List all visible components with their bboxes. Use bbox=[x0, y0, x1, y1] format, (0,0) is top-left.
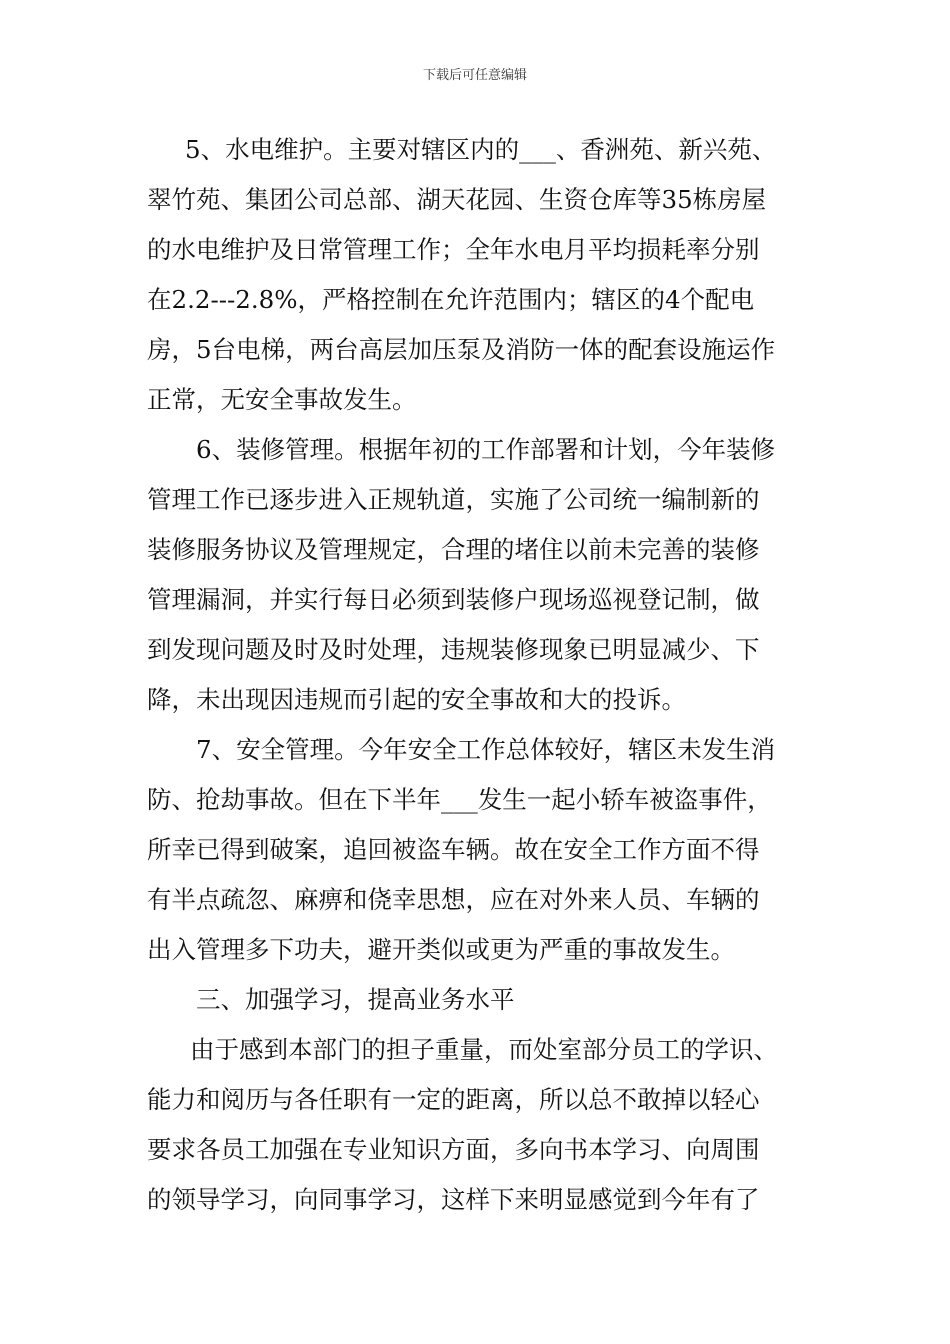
paragraph-line: 6、装修管理。根据年初的工作部署和计划，今年装修 bbox=[196, 435, 776, 464]
paragraph-line: 5、水电维护。主要对辖区内的___、香洲苑、新兴苑、 bbox=[185, 135, 777, 164]
paragraph-line: 出入管理多下功夫，避开类似或更为严重的事故发生。 bbox=[147, 935, 735, 964]
paragraph-line: 所幸已得到破案，追回被盗车辆。故在安全工作方面不得 bbox=[147, 835, 760, 864]
paragraph-line: 7、安全管理。今年安全工作总体较好，辖区未发生消 bbox=[196, 735, 776, 764]
paragraph-line: 降，未出现因违规而引起的安全事故和大的投诉。 bbox=[147, 685, 686, 714]
paragraph-line: 翠竹苑、集团公司总部、湖天花园、生资仓库等35栋房屋 bbox=[147, 185, 767, 214]
paragraph-line: 装修服务协议及管理规定，合理的堵住以前未完善的装修 bbox=[147, 535, 760, 564]
paragraph-line: 防、抢劫事故。但在下半年___发生一起小轿车被盗事件， bbox=[147, 785, 772, 814]
paragraph-line: 能力和阅历与各任职有一定的距离，所以总不敢掉以轻心 bbox=[147, 1085, 760, 1114]
page-header: 下载后可任意编辑 bbox=[422, 68, 527, 83]
paragraph-line: 到发现问题及时及时处理，违规装修现象已明显减少、下 bbox=[147, 635, 760, 664]
paragraph-line: 有半点疏忽、麻痹和侥幸思想，应在对外来人员、车辆的 bbox=[147, 885, 760, 914]
paragraph-line: 的水电维护及日常管理工作；全年水电月平均损耗率分别 bbox=[147, 235, 760, 264]
paragraph-line: 管理漏洞，并实行每日必须到装修户现场巡视登记制，做 bbox=[147, 585, 760, 614]
paragraph-line: 要求各员工加强在专业知识方面，多向书本学习、向周围 bbox=[147, 1135, 760, 1164]
paragraph-line: 正常，无安全事故发生。 bbox=[147, 385, 417, 414]
paragraph-line: 房，5台电梯，两台高层加压泵及消防一体的配套设施运作 bbox=[147, 335, 776, 364]
paragraph-line: 由于感到本部门的担子重量，而处室部分员工的学识、 bbox=[190, 1035, 778, 1064]
paragraph-line: 管理工作已逐步进入正规轨道，实施了公司统一编制新的 bbox=[147, 485, 760, 514]
paragraph-line: 在2.2---2.8%，严格控制在允许范围内；辖区的4个配电 bbox=[147, 285, 755, 314]
section-heading: 三、加强学习，提高业务水平 bbox=[196, 985, 515, 1014]
paragraph-line: 的领导学习，向同事学习，这样下来明显感觉到今年有了 bbox=[147, 1185, 760, 1214]
